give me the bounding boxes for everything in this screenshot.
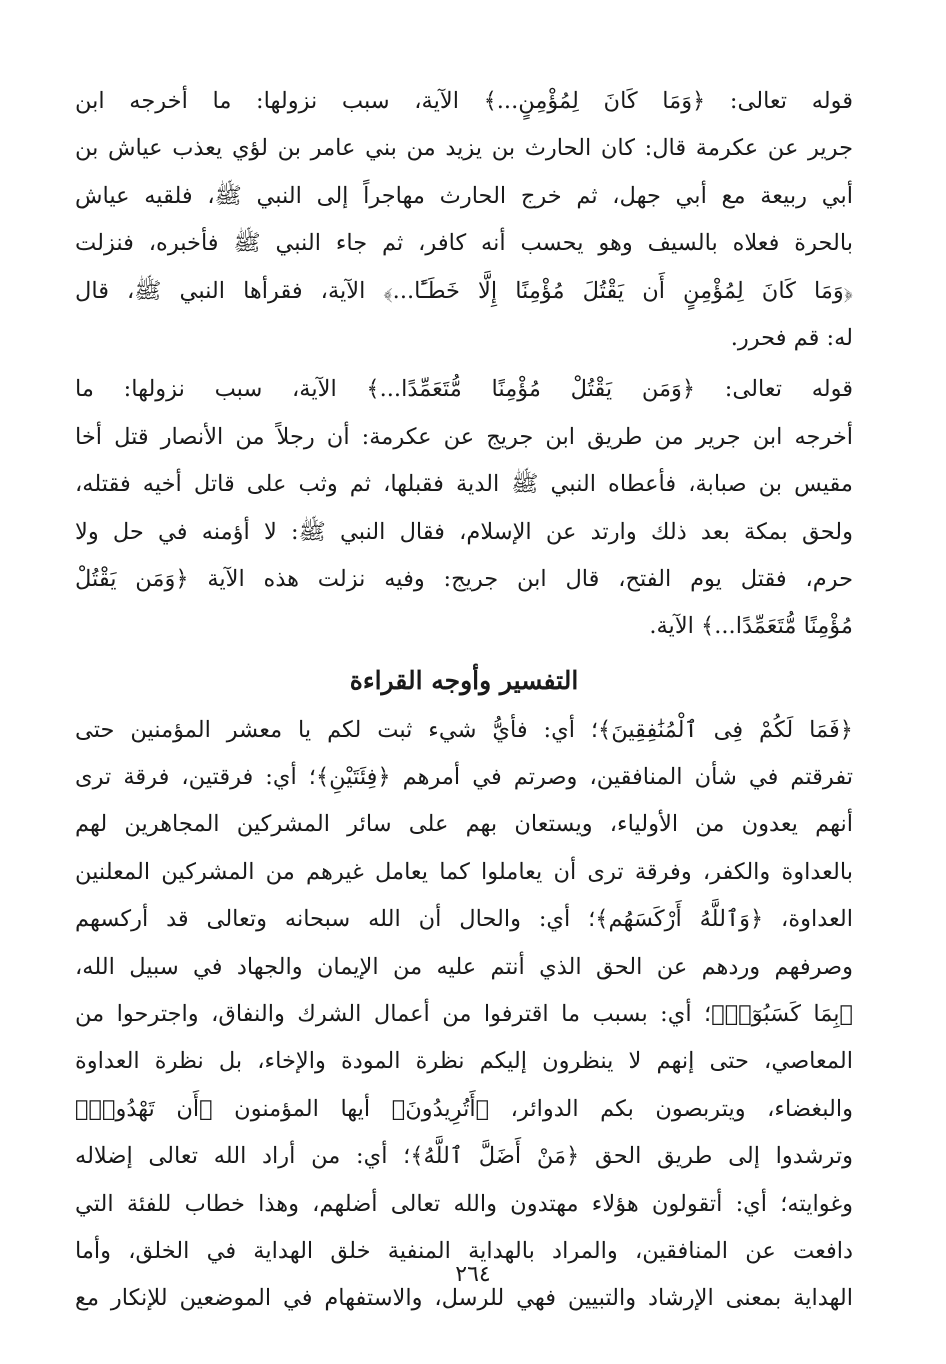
text-line: تفرقتم في شأن المنافقين، وصرتم في أمرهم ﴿فِئَتَيْنِ﴾؛ أي: فرقتين، فرقة ترى [75, 764, 853, 791]
text-line: مُؤْمِنًا مُّتَعَمِّدًا...﴾ الآية. [649, 613, 853, 640]
text-line: أبي ربيعة مع أبي جهل، ثم خرج الحارث مهاجراً إلى النبي ﷺ، فلقيه عياش [75, 182, 853, 209]
text-line: أخرجه ابن جرير من طريق ابن جريج عن عكرمة: أن رجلاً من الأنصار قتل أخا [75, 423, 853, 450]
text-line: أنهم يعدون من الأولياء، ويستعان بهم على سائر المشركين المجاهرين لهم [75, 811, 853, 838]
text-line: قوله تعالى: ﴿وَمَن يَقْتُلْ مُؤْمِنًا مُّتَعَمِّدًا...﴾ الآية، سبب نزولها: ما [75, 376, 853, 403]
text-line: المعاصي، حتى إنهم لا ينظرون إليكم نظرة المودة والإخاء، بل نظرة العداوة [75, 1048, 853, 1075]
text-line: والبغضاء، ويتربصون بكم الدوائر، ﴿أَتُرِيدُونَ﴾ أيها المؤمنون ﴿أَن تَهْدُوا۟﴾ [75, 1095, 853, 1122]
text-line: وصرفهم وردهم عن الحق الذي أنتم عليه من الإيمان والجهاد في سبيل الله، [75, 953, 853, 980]
text-line: وترشدوا إلى طريق الحق ﴿مَنْ أَضَلَّ ٱللَّهُ﴾؛ أي: من أراد الله تعالى إضلاله [75, 1143, 853, 1170]
text-line: ﴿بِمَا كَسَبُوٓا۟﴾؛ أي: بسبب ما اقترفوا من أعمال الشرك والنفاق، واجترحوا من [75, 1001, 853, 1028]
paragraph-revelation-cause-1 [75, 78, 853, 362]
text-line: جرير عن عكرمة قال: كان الحارث بن يزيد من بني عامر بن لؤي يعذب عياش بن [75, 135, 853, 162]
text-line: ﴿فَمَا لَكُمْ فِى ٱلْمُنَٰفِقِينَ﴾؛ أي: فأيُّ شيء ثبت لكم يا معشر المؤمنين حتى [75, 716, 853, 743]
text-line: قوله تعالى: ﴿وَمَا كَانَ لِمُؤْمِنٍ...﴾ الآية، سبب نزولها: ما أخرجه ابن [75, 88, 853, 114]
text-line: بالعداوة والكفر، وفرقة ترى أن يعاملوا كما يعامل غيرهم من المشركين المعلنين [75, 858, 853, 885]
text-line: حرم، فقتل يوم الفتح، قال ابن جريج: وفيه نزلت هذه الآية ﴿وَمَن يَقْتُلْ [75, 565, 853, 592]
text-line: بالحرة فعلاه بالسيف وهو يحسب أنه كافر، ثم جاء النبي ﷺ فأخبره، فنزلت [75, 230, 853, 257]
text-line: ولحق بمكة بعد ذلك وارتد عن الإسلام، فقال النبي ﷺ: لا أؤمنه في حل ولا [75, 518, 853, 545]
page-number: ٢٦٤ [455, 1262, 491, 1287]
text-line: ﴿وَمَا كَانَ لِمُؤْمِنٍ أَن يَقْتُلَ مُؤْمِنًا إِلَّا خَطَـًٔا...﴾ الآية، فقرأها النبي ﷺ، قال [75, 277, 853, 304]
text-line: مقيس بن صبابة، فأعطاه النبي ﷺ الدية فقبلها، ثم وثب على قاتل أخيه فقتله، [75, 471, 853, 498]
text-line: دافعت عن المنافقين، والمراد بالهداية المنفية خلق الهداية في الخلق، وأما [75, 1237, 853, 1264]
text-line: الهداية بمعنى الإرشاد والتبيين فهي للرسل، والاستفهام في الموضعين للإنكار مع [75, 1285, 853, 1312]
page-content [75, 78, 853, 1327]
text-line: له: قم فحرر. [730, 324, 853, 351]
text-line: وغوايته؛ أي: أتقولون هؤلاء مهتدون والله تعالى أضلهم، وهذا خطاب للفئة التي [75, 1190, 853, 1217]
text-line: العداوة، ﴿وَٱللَّهُ أَرْكَسَهُم﴾؛ أي: والحال أن الله سبحانه وتعالى قد أركسهم [75, 906, 853, 933]
section-heading: التفسير وأوجه القراءة [349, 665, 579, 695]
paragraph-revelation-cause-2 [75, 366, 853, 650]
paragraph-tafsir [75, 707, 853, 1323]
